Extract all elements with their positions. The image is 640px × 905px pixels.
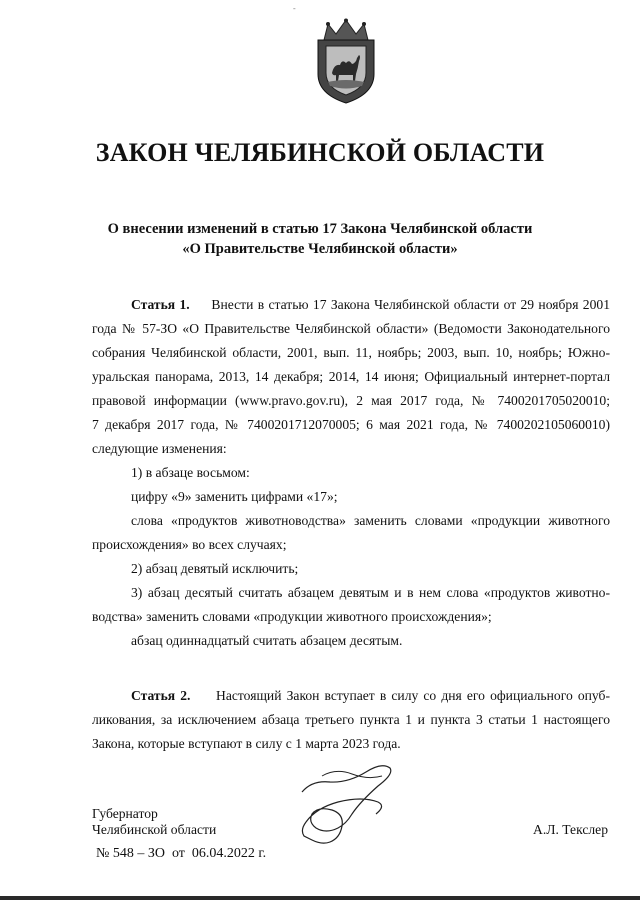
article-1-line: происхождения» во всех случаях;: [92, 537, 287, 552]
article-1-line: 2) абзац девятый исключить;: [131, 561, 299, 576]
article-1-line: абзац одиннадцатый считать абзацем десятым.: [131, 633, 403, 648]
article-1-line: цифру «9» заменить цифрами «17»;: [131, 489, 338, 504]
article-1: [92, 293, 610, 653]
article-1-line: правовой информации (www.pravo.gov.ru), 2 мая 2017 года, № 7400201705020010;: [92, 393, 610, 408]
article-1-text: Внести в статью 17 Закона Челябинской области от 29 ноября 2001: [211, 297, 610, 312]
bottom-border: [0, 896, 640, 900]
top-mark: -: [293, 4, 296, 13]
article-1-line: [92, 293, 610, 317]
handwritten-signature: [282, 752, 402, 852]
article-1-line: водства» заменить словами «продукции животного происхождения»;: [92, 609, 492, 624]
article-1-line: уральская панорама, 2013, 14 декабря; 2014, 14 июня; Официальный интернет-портал: [92, 369, 610, 384]
position-line: Челябинской области: [92, 822, 217, 837]
article-2-line: [92, 684, 610, 708]
article-1-line: года № 57-ЗО «О Правительстве Челябинской области» (Ведомости Законодательного: [92, 321, 610, 336]
law-title: ЗАКОН ЧЕЛЯБИНСКОЙ ОБЛАСТИ: [95, 138, 545, 167]
law-subtitle: [0, 219, 640, 259]
subtitle-line: О внесении изменений в статью 17 Закона Челябинской области: [107, 221, 533, 237]
chelyabinsk-coat-of-arms-icon: [312, 18, 380, 104]
article-2-heading: Статья 2.: [131, 688, 191, 703]
article-1-line: 3) абзац десятый считать абзацем девятым и в нем слова «продуктов животно-: [131, 585, 610, 600]
article-1-line: слова «продуктов животноводства» заменить словами «продукции животного: [131, 513, 610, 528]
article-1-line: 1) в абзаце восьмом:: [131, 465, 250, 480]
article-1-heading: Статья 1.: [131, 297, 190, 312]
article-2: [92, 684, 610, 756]
signatory-position: [92, 806, 216, 838]
article-2-line: ликования, за исключением абзаца третьего пункта 1 и пункта 3 статьи 1 настоящего: [92, 712, 610, 727]
article-2-line: Закона, которые вступают в силу с 1 марта 2023 года.: [92, 736, 401, 751]
document-number: № 548 – ЗО от 06.04.2022 г.: [96, 846, 267, 861]
article-2-text: Настоящий Закон вступает в силу со дня его официального опуб-: [216, 688, 610, 703]
article-1-line: собрания Челябинской области, 2001, вып. 11, ноябрь; 2003, вып. 10, ноябрь; Южно-: [92, 345, 610, 360]
article-1-line: 7 декабря 2017 года, № 7400201712070005; 6 мая 2021 года, № 7400202105060010): [92, 417, 610, 432]
subtitle-line: «О Правительстве Челябинской области»: [182, 241, 458, 257]
signatory-name: А.Л. Текслер: [533, 822, 608, 837]
article-1-line: следующие изменения:: [92, 441, 227, 456]
position-line: Губернатор: [92, 806, 158, 821]
